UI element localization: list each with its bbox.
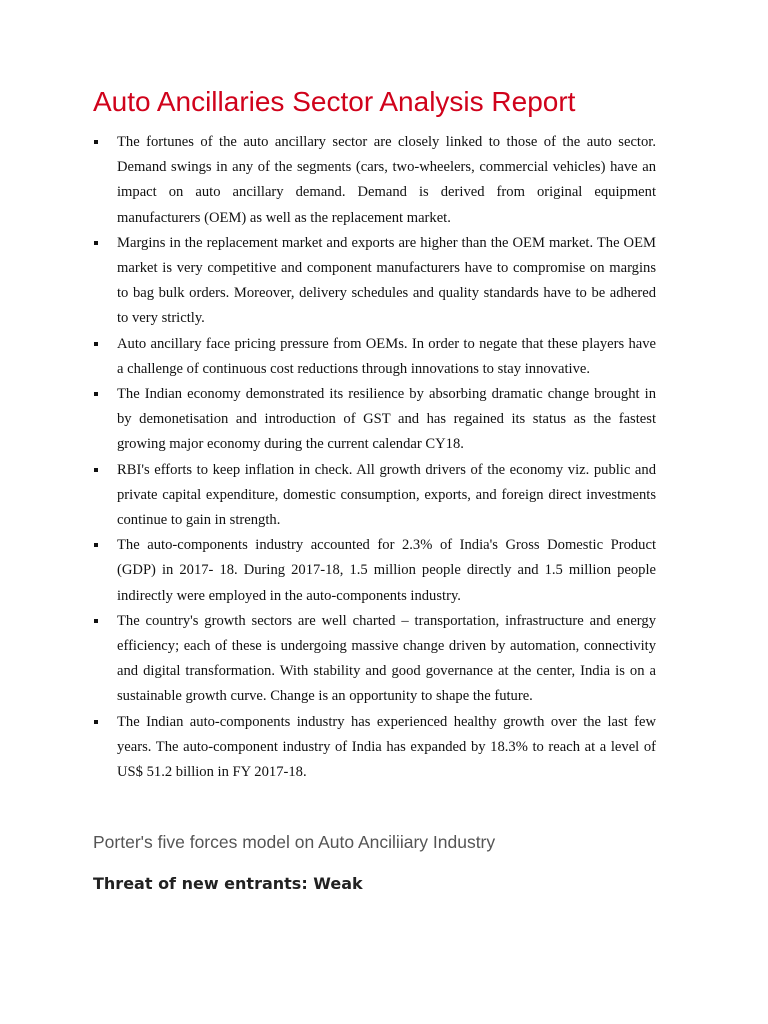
section-heading: Threat of new entrants: Weak [93, 874, 363, 893]
bullet-text: The auto-components industry accounted for 2.3% of India's Gross Domestic Product (GDP) in 2017- 18. During 2017-18, 1.5 million people directly and 1.5 million people indirectly were employed in the auto-components industry. [117, 537, 656, 604]
bullet-marker-icon [94, 543, 98, 547]
list-item [93, 231, 656, 332]
list-item [93, 609, 656, 710]
list-item [93, 458, 656, 534]
bullet-marker-icon [94, 720, 98, 724]
page-title: Auto Ancillaries Sector Analysis Report [93, 86, 576, 117]
list-item [93, 533, 656, 609]
bullet-marker-icon [94, 392, 98, 396]
bullet-marker-icon [94, 468, 98, 472]
bullet-text: Auto ancillary face pricing pressure from OEMs. In order to negate that these players have a challenge of continuous cost reductions through innovations to stay innovative. [117, 335, 656, 377]
bullet-text: RBI's efforts to keep inflation in check. All growth drivers of the economy viz. public and private capital expenditure, domestic consumption, exports, and foreign direct investments continue to gain in strength. [117, 461, 656, 529]
bullet-list [93, 130, 656, 785]
bullet-text: The Indian economy demonstrated its resilience by absorbing dramatic change brought in by demonetisation and introduction of GST and has regained its status as the fastest growing major economy during the current calendar CY18. [117, 386, 656, 453]
bullet-text: The fortunes of the auto ancillary sector are closely linked to those of the auto sector. Demand swings in any of the segments (cars, two-wheelers, commercial vehicles) have an impact on auto ancillary demand. Demand is derived from original equipment manufacturers (OEM) as well as the replacement market. [117, 134, 656, 226]
bullet-marker-icon [94, 342, 98, 346]
list-item [93, 710, 656, 786]
bullet-marker-icon [94, 619, 98, 623]
bullet-text: The Indian auto-components industry has experienced healthy growth over the last few years. The auto-component industry of India has expanded by 18.3% to reach at a level of US$ 51.2 billion in FY 2017-18. [117, 713, 656, 781]
bullet-text: Margins in the replacement market and exports are higher than the OEM market. The OEM market is very competitive and component manufacturers have to compromise on margins to bag bulk orders. Moreover, delivery schedules and quality standards have to be adhered to very strictly. [117, 234, 656, 327]
bullet-marker-icon [94, 241, 98, 245]
list-item [93, 332, 656, 382]
section-subheading: Porter's five forces model on Auto Anciliiary Industry [93, 832, 496, 852]
list-item [93, 130, 656, 231]
bullet-text: The country's growth sectors are well charted – transportation, infrastructure and energy efficiency; each of these is undergoing massive change driven by automation, connectivity and digital transformation. With stability and good governance at the center, India is on a sustainable growth curve. Change is an opportunity to shape the future. [117, 612, 656, 705]
list-item [93, 382, 656, 458]
bullet-marker-icon [94, 140, 98, 144]
